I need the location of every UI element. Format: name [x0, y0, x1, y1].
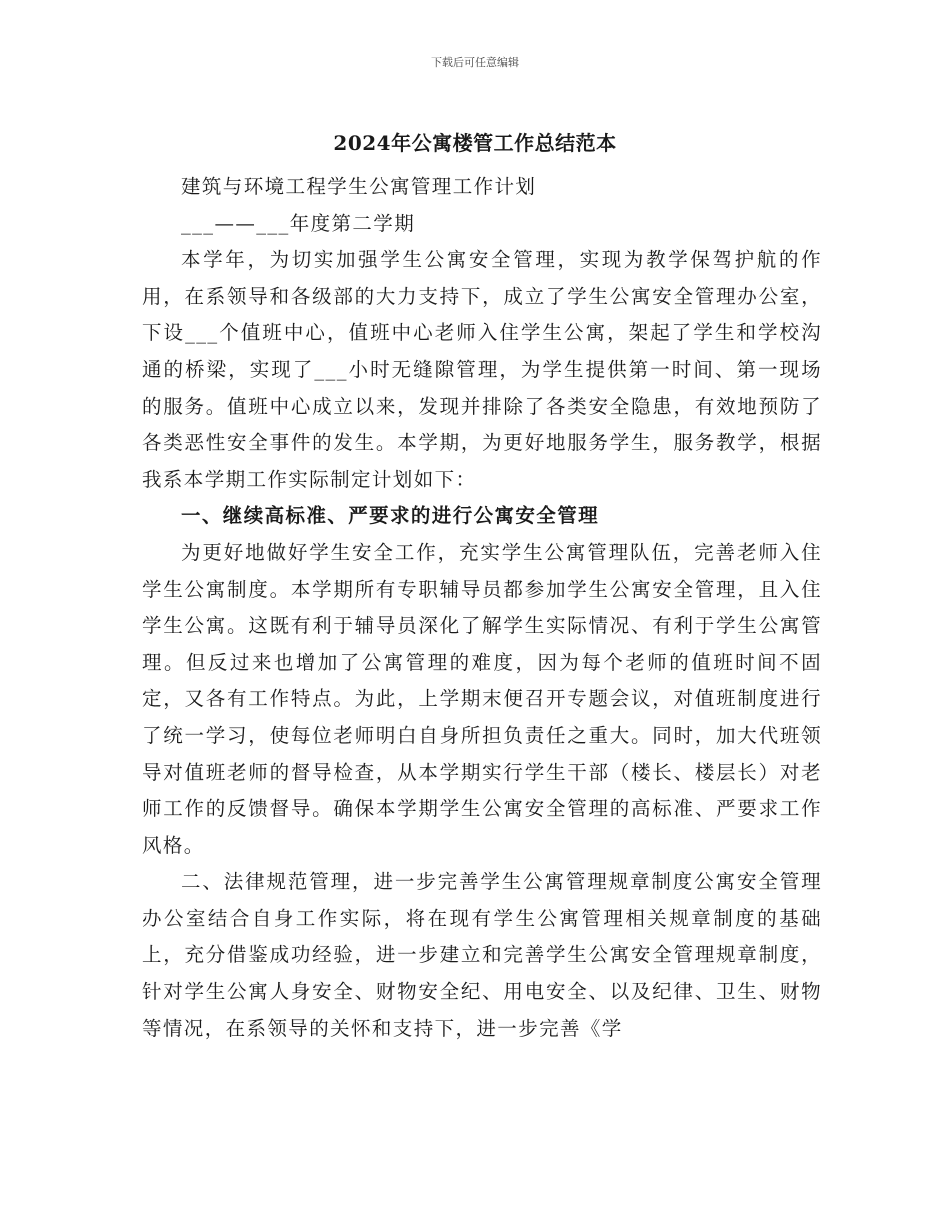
term-line: ___——___年度第二学期 [181, 211, 416, 235]
subtitle-line: 建筑与环境工程学生公寓管理工作计划 [181, 175, 537, 198]
document-body [142, 169, 822, 1047]
header-note: 下载后可任意编辑 [431, 56, 519, 69]
document-title: 2024年公寓楼管工作总结范本 [333, 131, 617, 155]
section-1-paragraph: 为更好地做好学生安全工作，充实学生公寓管理队伍，完善老师入住学生公寓制度。本学期所有专职辅导员都参加学生公寓安全管理，且入住学生公寓。这既有利于辅导员深化了解学生实际情况、有利于学生公寓管理。但反过来也增加了公寓管理的难度，因为每个老师的值班时间不固定，又各有工作特点。为此，上学期末便召开专题会议，对值班制度进行了统一学习，使每位老师明白自身所担负责任之重大。同时，加大代班领导对值班老师的督导检查，从本学期实行学生干部（楼长、楼层长）对老师工作的反馈督导。确保本学期学生公寓安全管理的高标准、严要求工作风格。 [142, 540, 822, 857]
section-1-heading: 一、继续高标准、严要求的进行公寓安全管理 [181, 504, 600, 528]
section-2-paragraph: 二、法律规范管理，进一步完善学生公寓管理规章制度公寓安全管理办公室结合自身工作实际，将在现有学生公寓管理相关规章制度的基础上，充分借鉴成功经验，进一步建立和完善学生公寓安全管理规章制度，针对学生公寓人身安全、财物安全纪、用电安全、以及纪律、卫生、财物等情况，在系领导的关怀和支持下，进一步完善《学 [142, 870, 822, 1040]
intro-paragraph: 本学年，为切实加强学生公寓安全管理，实现为教学保驾护航的作用，在系领导和各级部的大力支持下，成立了学生公寓安全管理办公室，下设___个值班中心，值班中心老师入住学生公寓，架起了学生和学校沟通的桥梁，实现了___小时无缝隙管理，为学生提供第一时间、第一现场的服务。值班中心成立以来，发现并排除了各类安全隐患，有效地预防了各类恶性安全事件的发生。本学期，为更好地服务学生，服务教学，根据我系本学期工作实际制定计划如下： [142, 248, 822, 491]
